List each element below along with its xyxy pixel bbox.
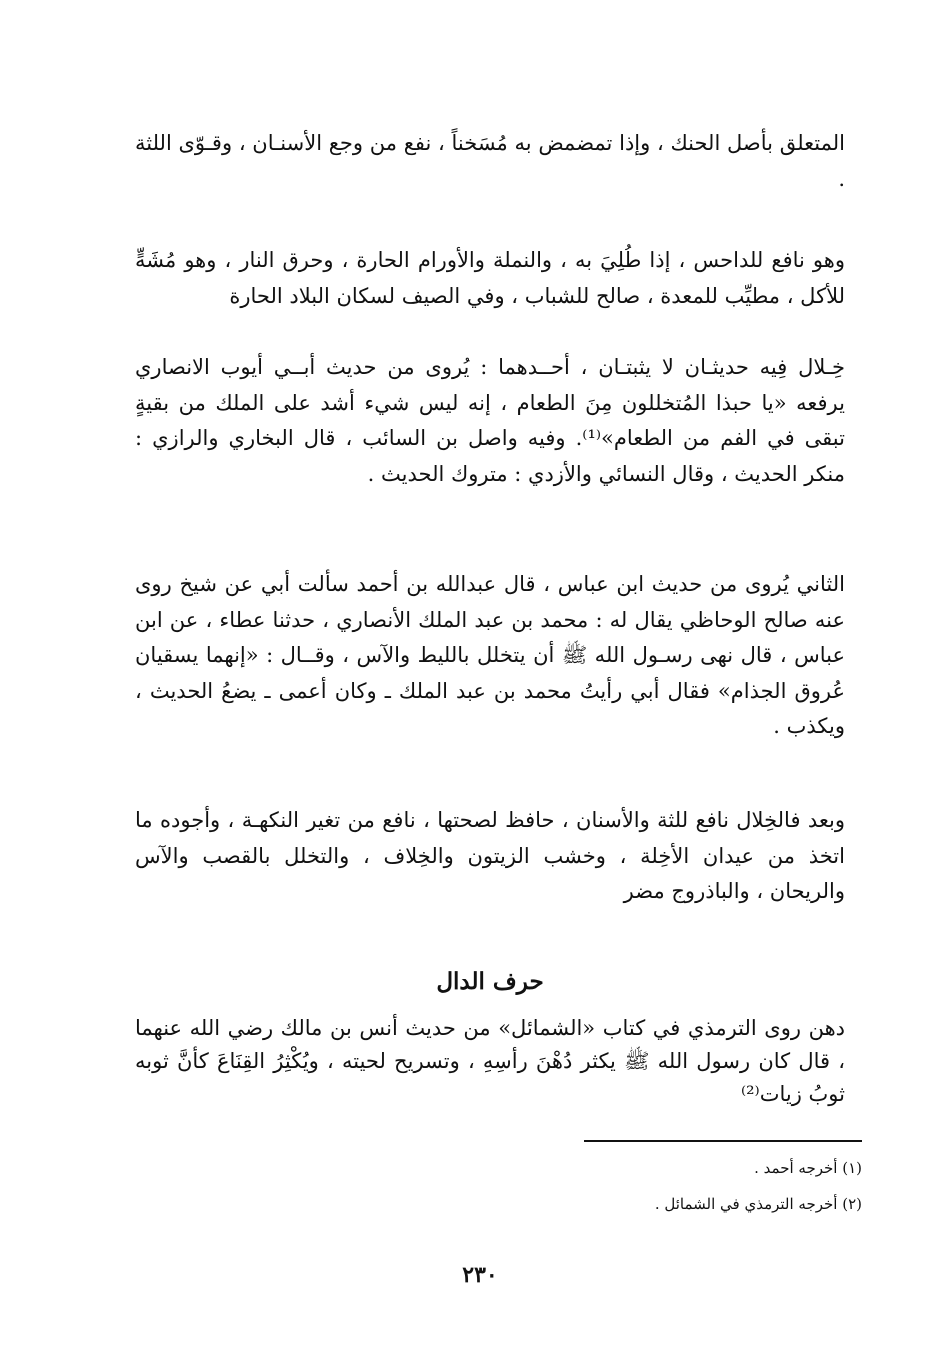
page-number: ٢٣٠ — [462, 1262, 498, 1288]
footnote-2: (٢) أخرجه الترمذي في الشمائل . — [654, 1195, 862, 1213]
paragraph-khilal-first-hadith: خِـلال فِيه حديثـان لا يثبتـان ، أحــدهما : يُروى من حديث أبــي أيوب الانصاري يرفعه «يا حبذا المُتخللون مِنَ الطعام ، إنه ليس شيء أشد على الملك من بقيةٍ تبقى في الفم من الطعام»⁽¹⁾. وفيه واصل بن السائب ، قال البخاري والرازي : منكر الحديث ، وقال النسائي والأزدي : متروك الحديث . — [135, 355, 846, 486]
paragraph-gums: المتعلق بأصل الحنك ، وإذا تمضمض به مُسَخناً ، نفع من وجع الأسنـان ، وقـوّى اللثة . — [135, 131, 845, 191]
paragraph-khilal-benefits: وبعد فالخِلال نافع للثة والأسنان ، حافظ لصحتها ، نافع من تغير النكهـة ، وأجوده ما اتخذ من عيدان الأخِلة ، وخشب الزيتون والخِلاف ، والتخلل بالقصب والآس والريحان ، والباذروج مضر — [135, 808, 845, 903]
paragraph-khilal-second-hadith: الثاني يُروى من حديث ابن عباس ، قال عبدالله بن أحمد سألت أبي عن شيخ روى عنه صالح الوحاظي يقال له : محمد بن عبد الملك الأنصاري ، حدثنا عطاء ، عن ابن عباس ، قال نهى رسـول الله ﷺ أن يتخلل بالليط والآس ، وقــال : «إنهما يسقيان عُروق الجذام» فقال أبي رأيتُ محمد بن عبد الملك ـ وكان أعمى ـ يضعُ الحديث ، ويكذب . — [135, 572, 846, 738]
footnote-1: (١) أخرجه أحمد . — [754, 1159, 862, 1177]
section-heading: حرف الدال — [436, 968, 544, 995]
footnote-divider — [584, 1140, 862, 1142]
paragraph-benefits: وهو نافع للداحس ، إذا طُلِيَ به ، والنملة والأورام الحارة ، وحرق النار ، وهو مُشَهٍّ للأكل ، مطيِّب للمعدة ، صالح للشباب ، وفي الصيف لسكان البلاد الحارة — [135, 248, 845, 308]
paragraph-duhn: دهن روى الترمذي في كتاب «الشمائل» من حديث أنس بن مالك رضي الله عنهما ، قال كان رسول الله ﷺ يكثر دُهْنَ رأسِهِ ، وتسريح لحيته ، ويُكْثِرُ القِنَاعَ كأنَّ ثوبه ثوبُ زيات⁽²⁾ — [135, 1016, 845, 1106]
